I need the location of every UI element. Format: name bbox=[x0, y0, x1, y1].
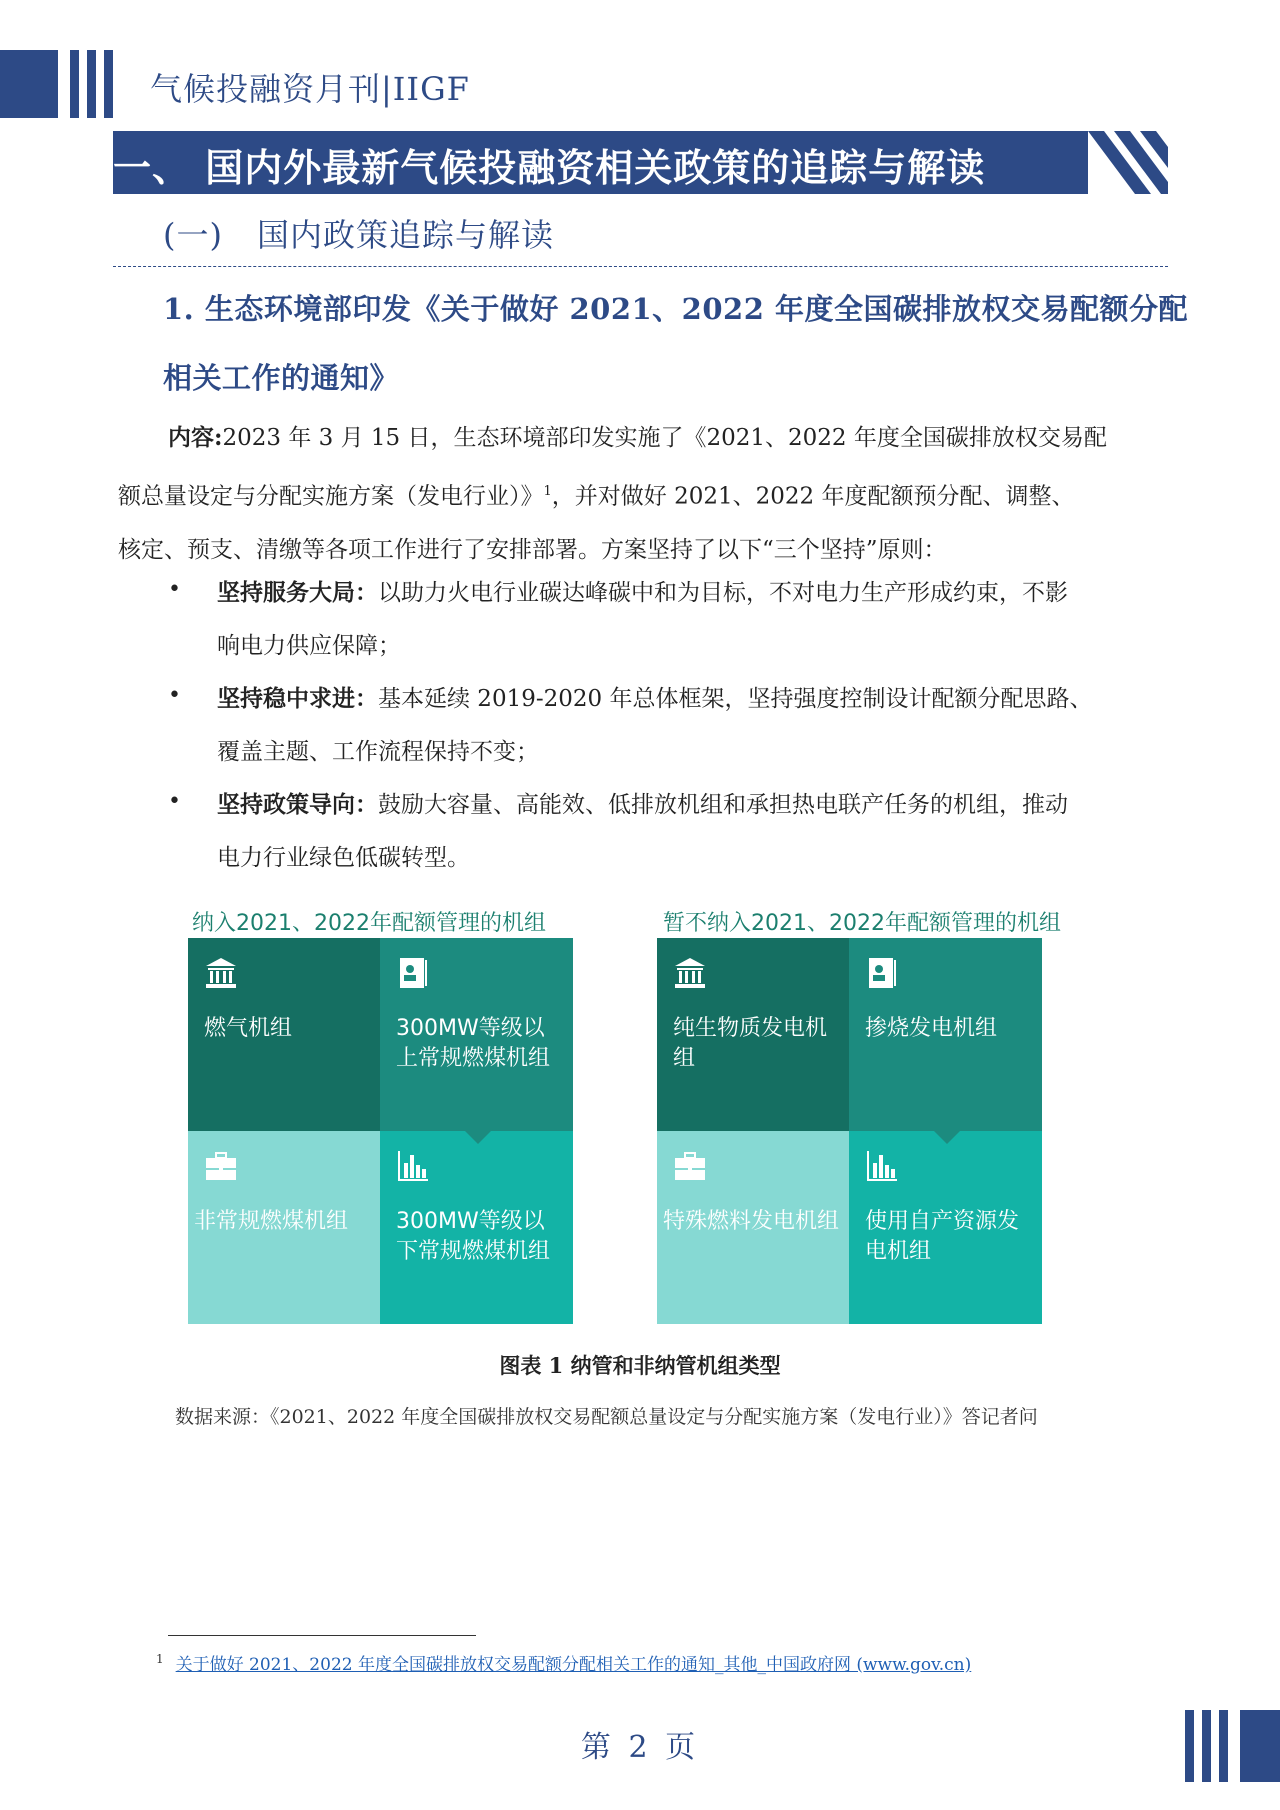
tile bbox=[849, 938, 1042, 1131]
section-title: 一、 国内外最新气候投融资相关政策的追踪与解读 bbox=[113, 145, 986, 190]
footer-decoration-bars bbox=[1185, 1710, 1280, 1782]
subsection-heading bbox=[163, 210, 554, 256]
section-banner bbox=[113, 131, 1168, 194]
bar-chart-icon bbox=[396, 1149, 430, 1183]
tile bbox=[380, 1131, 573, 1324]
bar-chart-icon bbox=[865, 1149, 899, 1183]
footnote bbox=[156, 1650, 971, 1675]
divider bbox=[113, 266, 1168, 267]
id-card-icon bbox=[865, 956, 899, 990]
page-number: 第 2 页 bbox=[580, 1730, 700, 1765]
tile bbox=[188, 1131, 381, 1324]
tile bbox=[188, 938, 381, 1131]
footnote-divider bbox=[168, 1635, 476, 1636]
content-paragraph: 内容:2023 年 3 月 15 日，生态环境部印发实施了《2021、2022 年度全国碳排放权交易配 额总量设定与分配实施方案（发电行业）》$^1$，并对做好 2021、2022 年度配额预分配、调整、 核定、预支、清缴等各项工作进行了安排部署。方案坚持了以下“三个坚持”原则： bbox=[118, 424, 1107, 563]
figure-right-grid bbox=[657, 938, 1042, 1324]
bullet-item: 坚持稳中求进：基本延续 2019-2020 年总体框架，坚持强度控制设计配额分配思路、 覆盖主题、工作流程保持不变； bbox=[217, 685, 1093, 765]
tile-label: 300MW等级以下常规燃煤机组 bbox=[396, 1209, 551, 1264]
bullet-item: 坚持服务大局：以助力火电行业碳达峰碳中和为目标，不对电力生产形成约束，不影 响电力供应保障； bbox=[217, 579, 1068, 659]
tile-label: 掺烧发电机组 bbox=[865, 1016, 998, 1041]
tile bbox=[657, 938, 850, 1131]
tile bbox=[849, 1131, 1042, 1324]
id-card-icon bbox=[396, 956, 430, 990]
tile-label: 燃气机组 bbox=[204, 1016, 293, 1041]
data-source: 数据来源：《2021、2022 年度全国碳排放权交易配额总量设定与分配实施方案（发电行业）》答记者问 bbox=[175, 1406, 1038, 1428]
subsection-number: (一) bbox=[163, 216, 223, 254]
pointer-notch bbox=[463, 1129, 493, 1144]
figure-caption: 图表 1 纳管和非纳管机组类型 bbox=[499, 1353, 781, 1378]
tile bbox=[657, 1131, 850, 1324]
footnote-number: 1 bbox=[156, 1652, 164, 1667]
item-title-line2: 相关工作的通知》 bbox=[163, 361, 400, 395]
stripes-decoration bbox=[1088, 131, 1168, 194]
item-title-line1: 1. 生态环境部印发《关于做好 2021、2022 年度全国碳排放权交易配额分配 bbox=[163, 292, 1188, 326]
tile-label: 非常规燃煤机组 bbox=[194, 1209, 349, 1234]
briefcase-icon bbox=[673, 1149, 707, 1183]
briefcase-icon bbox=[204, 1149, 238, 1183]
bullet-dot: • bbox=[168, 577, 181, 602]
tile bbox=[380, 938, 573, 1131]
bank-icon bbox=[673, 956, 707, 990]
bank-icon bbox=[204, 956, 238, 990]
journal-title: 气候投融资月刊|IIGF bbox=[150, 70, 470, 108]
figure-left-heading: 纳入2021、2022年配额管理的机组 bbox=[192, 911, 546, 936]
header-decoration-bars bbox=[0, 50, 113, 118]
bullet-item: 坚持政策导向：鼓励大容量、高能效、低排放机组和承担热电联产任务的机组，推动 电力行业绿色低碳转型。 bbox=[217, 791, 1068, 871]
bullet-dot: • bbox=[168, 789, 181, 814]
footnote-link[interactable]: 关于做好 2021、2022 年度全国碳排放权交易配额分配相关工作的通知_其他_中国政府网 (www.gov.cn) bbox=[175, 1655, 972, 1675]
tile-label: 特殊燃料发电机组 bbox=[663, 1209, 840, 1234]
figure-left-grid bbox=[188, 938, 573, 1324]
bullet-dot: • bbox=[168, 683, 181, 708]
tile-label: 纯生物质发电机组 bbox=[673, 1016, 828, 1071]
footnote-ref[interactable]: 1 bbox=[543, 484, 552, 499]
pointer-notch bbox=[932, 1129, 962, 1144]
figure-right-heading: 暂不纳入2021、2022年配额管理的机组 bbox=[663, 911, 1061, 936]
content-label: 内容: bbox=[168, 424, 223, 451]
subsection-title: 国内政策追踪与解读 bbox=[256, 216, 554, 254]
tile-label: 300MW等级以上常规燃煤机组 bbox=[396, 1016, 551, 1071]
tile-label: 使用自产资源发电机组 bbox=[865, 1209, 1020, 1264]
